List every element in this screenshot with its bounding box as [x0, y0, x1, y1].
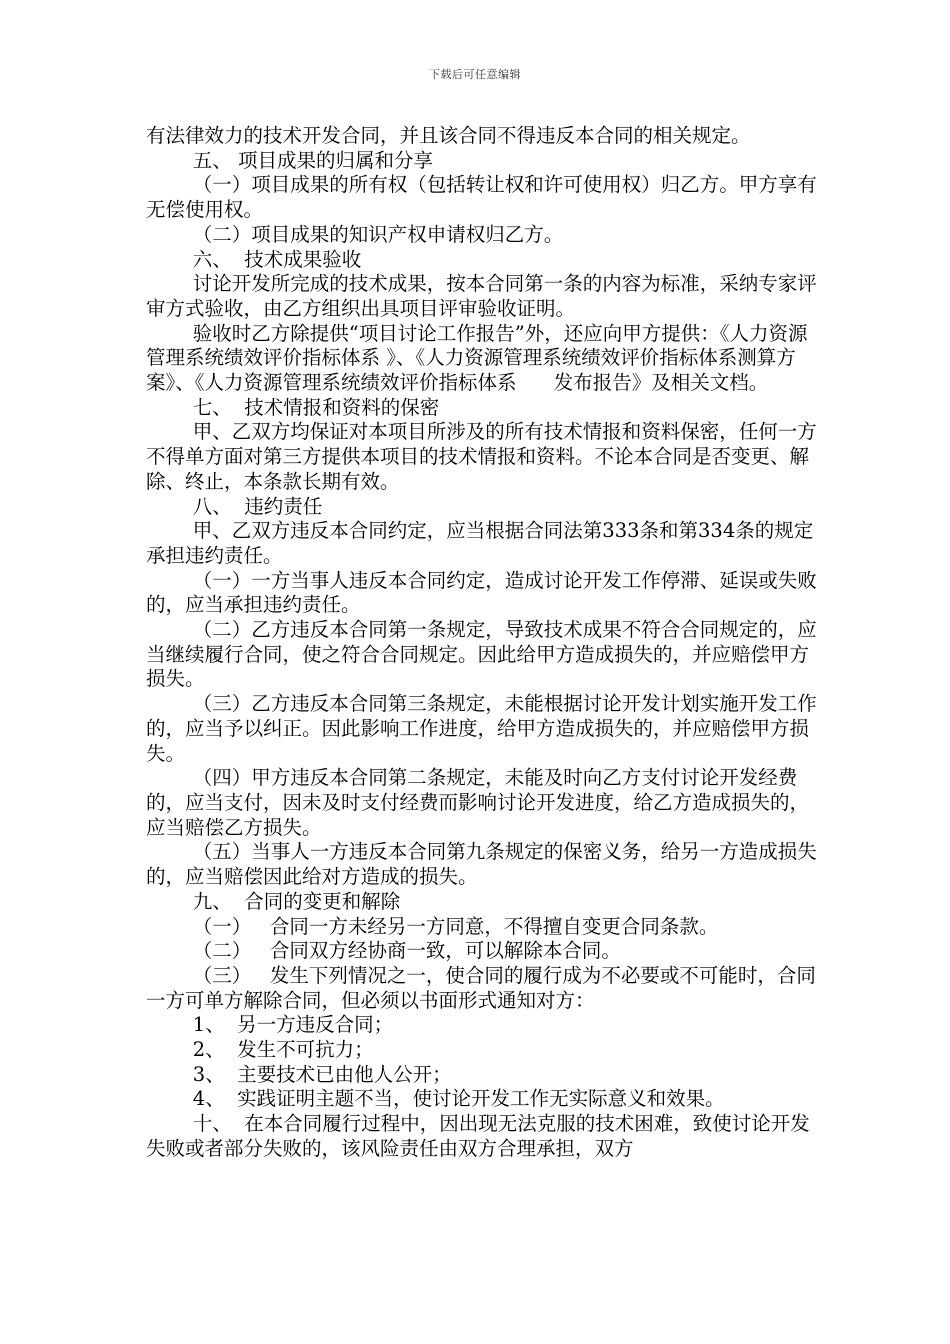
section-heading-7: 七、 技术情报和资料的保密 [192, 395, 440, 419]
list-item: 2、 发生不可抗力； [192, 1038, 374, 1062]
paragraph: 甲、乙双方违反本合同约定，应当根据合同法第333条和第334条的规定承担违约责任。 [146, 519, 814, 567]
list-item: 4、 实践证明主题不当，使讨论开发工作无实际意义和效果。 [192, 1087, 725, 1111]
paragraph: （五）当事人一方违反本合同第九条规定的保密义务，给另一方造成损失的，应当赔偿因此给对方造成的损失。 [146, 840, 817, 889]
list-item: 1、 另一方违反合同； [192, 1013, 394, 1037]
paragraph: （二）乙方违反本合同第一条规定，导致技术成果不符合合同规定的，应当继续履行合同，使之符合合同规定。因此给甲方造成损失的，并应赔偿甲方损失。 [146, 618, 817, 691]
paragraph: 讨论开发所完成的技术成果，按本合同第一条的内容为标准，采纳专家评审方式验收，由乙方组织出具项目评审验收证明。 [146, 272, 817, 320]
paragraph: （三）乙方违反本合同第三条规定，未能根据讨论开发计划实施开发工作的，应当予以纠正。因此影响工作进度，给甲方造成损失的，并应赔偿甲方损失。 [146, 692, 817, 765]
paragraph: （一）项目成果的所有权（包括转让权和许可使用权）归乙方。甲方享有无偿使用权。 [146, 173, 817, 222]
paragraph: （二） 合同双方经协商一致，可以解除本合同。 [192, 939, 621, 963]
section-heading-8: 八、 违约责任 [192, 494, 323, 518]
paragraph: （三） 发生下列情况之一，使合同的履行成为不必要或不可能时，合同一方可单方解除合同，但必须以书面形式通知对方： [146, 963, 816, 1012]
paragraph: 验收时乙方除提供“项目讨论工作报告”外，还应向甲方提供：《人力资源管理系统绩效评价指标体系 》、《人力资源管理系统绩效评价指标体系测算方案》、《人力资源管理系统绩效评价指标体系 发布报告》及相关文档。 [146, 321, 808, 395]
paragraph: （四）甲方违反本合同第二条规定，未能及时向乙方支付讨论开发经费的，应当支付，因未及时支付经费而影响讨论开发进度，给乙方造成损失的，应当赔偿乙方损失。 [146, 766, 810, 839]
paragraph: 甲、乙双方均保证对本项目所涉及的所有技术情报和资料保密，任何一方不得单方面对第三方提供本项目的技术情报和资料。不论本合同是否变更、解除、终止，本条款长期有效。 [146, 420, 817, 493]
paragraph: （二）项目成果的知识产权申请权归乙方。 [192, 222, 564, 246]
list-item: 3、 主要技术已由他人公开； [192, 1062, 452, 1086]
paragraph: 有法律效力的技术开发合同，并且该合同不得违反本合同的相关规定。 [146, 124, 751, 147]
section-heading-5: 五、 项目成果的归属和分享 [192, 148, 433, 172]
paragraph: （一）一方当事人违反本合同约定，造成讨论开发工作停滞、延误或失败的，应当承担违约责任。 [146, 568, 817, 617]
section-heading-6: 六、 技术成果验收 [192, 247, 362, 271]
document-body [146, 124, 826, 1162]
section-heading-9: 九、 合同的变更和解除 [192, 889, 401, 913]
paragraph: （一） 合同一方未经另一方同意，不得擅自变更合同条款。 [192, 914, 719, 938]
section-heading-10: 十、 在本合同履行过程中，因出现无法克服的技术困难，致使讨论开发失败或者部分失败的，该风险责任由双方合理承担，双方 [146, 1112, 810, 1160]
page-header: 下载后可任意编辑 [429, 68, 521, 81]
